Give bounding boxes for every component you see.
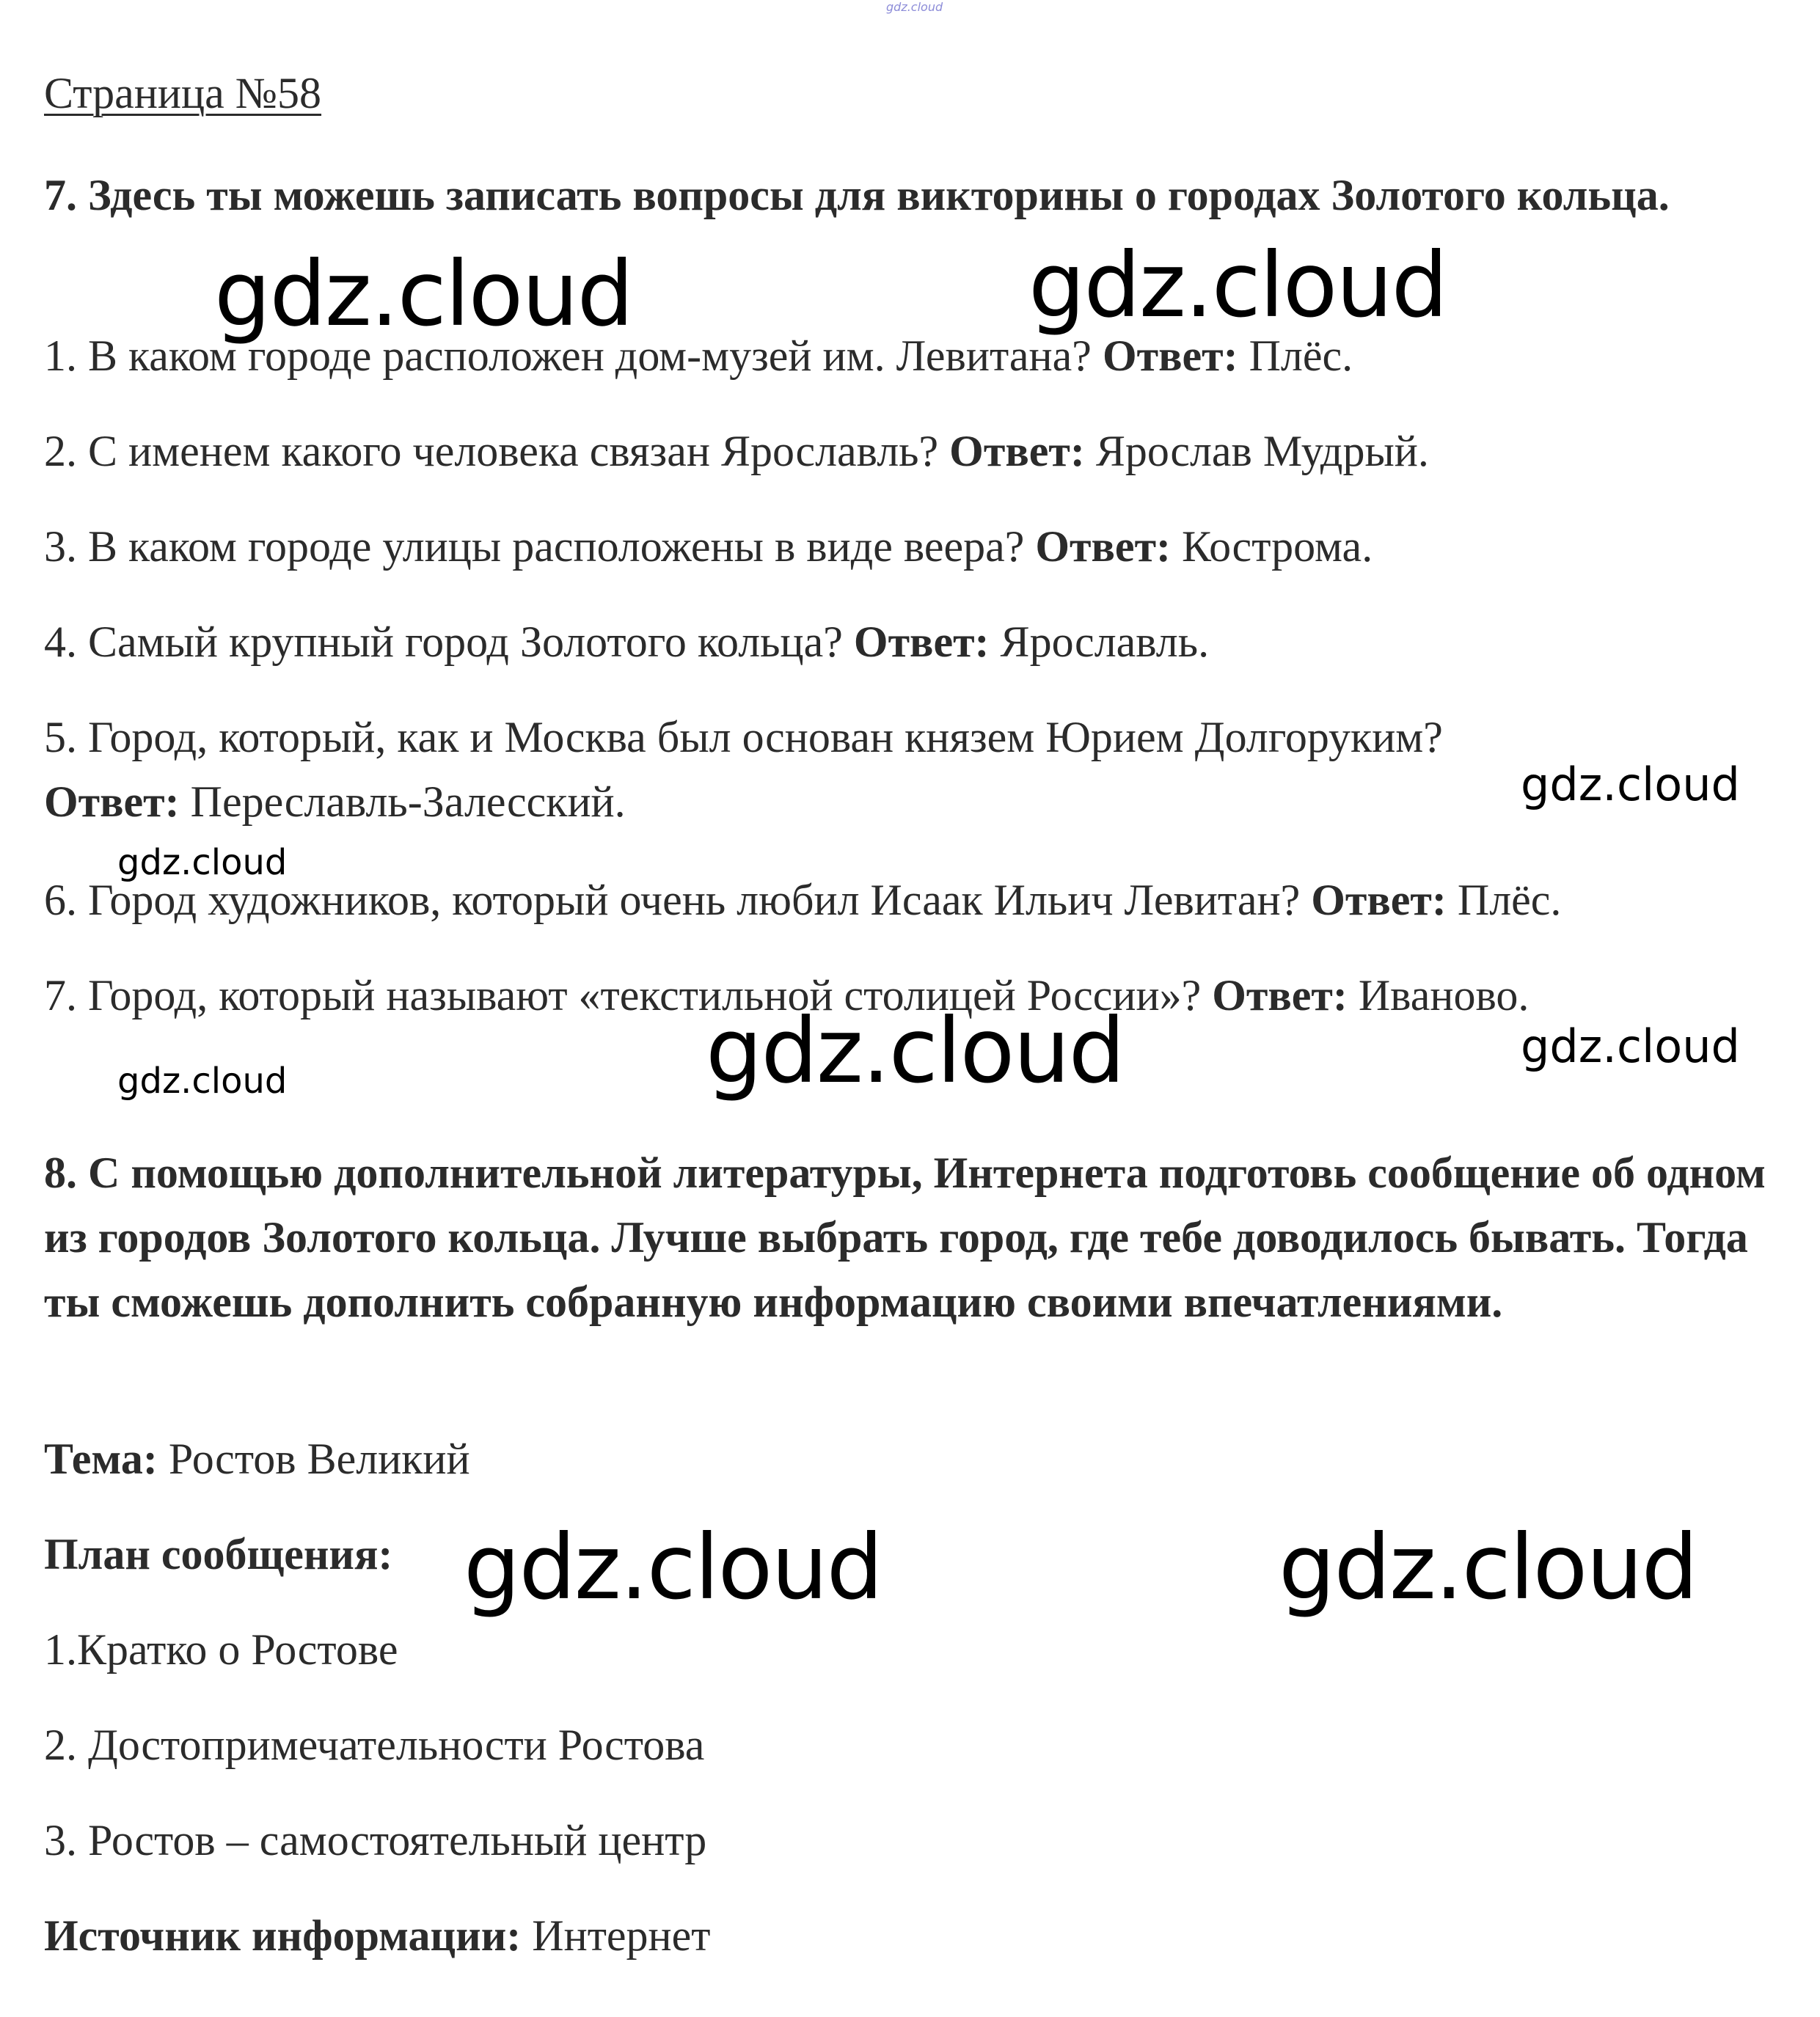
source-label: Источник информации: [44, 1911, 522, 1960]
answer-label: Ответ: [1035, 522, 1172, 571]
plan-item-3: 3. Ростов – самостоятельный центр [44, 1816, 707, 1864]
question-5-answer [44, 776, 626, 827]
source-line [44, 1910, 711, 1961]
topic-value: Ростов Великий [168, 1435, 470, 1483]
watermark: gdz.cloud [706, 999, 1125, 1103]
answer-label: Ответ: [853, 618, 990, 666]
plan-item-2: 2. Достопримечательности Ростова [44, 1721, 705, 1769]
top-watermark: gdz.cloud [886, 0, 943, 14]
answer-text: Плёс. [1249, 332, 1353, 380]
watermark: gdz.cloud [1521, 758, 1740, 811]
answer-label: Ответ: [1212, 971, 1348, 1020]
watermark: gdz.cloud [1521, 1020, 1740, 1073]
answer-label: Ответ: [1102, 332, 1238, 380]
question-text: 5. Город, который, как и Москва был основан князем Юрием Долгоруким? [44, 713, 1443, 761]
question-text: 2. С именем какого человека связан Ярославль? [44, 427, 939, 475]
question-text: 4. Самый крупный город Золотого кольца? [44, 618, 843, 666]
page-title: Страница №58 [44, 69, 322, 117]
answer-text: Ярослав Мудрый. [1095, 427, 1429, 475]
source-value: Интернет [532, 1911, 711, 1960]
answer-text: Кострома. [1182, 522, 1373, 571]
plan-heading [44, 1529, 392, 1580]
question-2 [44, 425, 1429, 477]
question-5 [44, 711, 1443, 763]
topic-label: Тема: [44, 1435, 158, 1483]
question-text: 3. В каком городе улицы расположены в виде веера? [44, 522, 1025, 571]
answer-label: Ответ: [949, 427, 1085, 475]
answer-text: Ярославль. [1000, 618, 1210, 666]
question-text: 7. Город, который называют «текстильной столицей России»? [44, 971, 1202, 1020]
question-text: 1. В каком городе расположен дом-музей им. Левитана? [44, 332, 1092, 380]
watermark: gdz.cloud [464, 1515, 882, 1619]
plan-item-1: 1.Кратко о Ростове [44, 1625, 398, 1674]
answer-text: Переславль-Залесский. [190, 777, 626, 826]
question-3 [44, 521, 1373, 572]
answer-text: Иваново. [1358, 971, 1530, 1020]
answer-label: Ответ: [1311, 876, 1447, 924]
task-8-heading: 8. С помощью дополнительной литературы, Интернета подготовь сообщение об одном из городов Золотого кольца. Лучше выбрать город, где тебе доводилось бывать. Тогда ты сможешь дополнить собранную информацию своими впечатлениями. [44, 1149, 1766, 1326]
answer-label: Ответ: [44, 777, 180, 826]
watermark: gdz.cloud [214, 242, 633, 346]
task-7-heading: 7. Здесь ты можешь записать вопросы для викторины о городах Золотого кольца. [44, 171, 1670, 219]
answer-text: Плёс. [1457, 876, 1562, 924]
question-4 [44, 616, 1209, 667]
question-text: 6. Город художников, который очень любил Исаак Ильич Левитан? [44, 876, 1301, 924]
watermark: gdz.cloud [117, 842, 288, 883]
watermark: gdz.cloud [117, 1061, 288, 1102]
watermark: gdz.cloud [1028, 233, 1447, 337]
plan-label: План сообщения: [44, 1530, 393, 1578]
topic-line [44, 1433, 470, 1485]
watermark: gdz.cloud [1279, 1515, 1697, 1619]
